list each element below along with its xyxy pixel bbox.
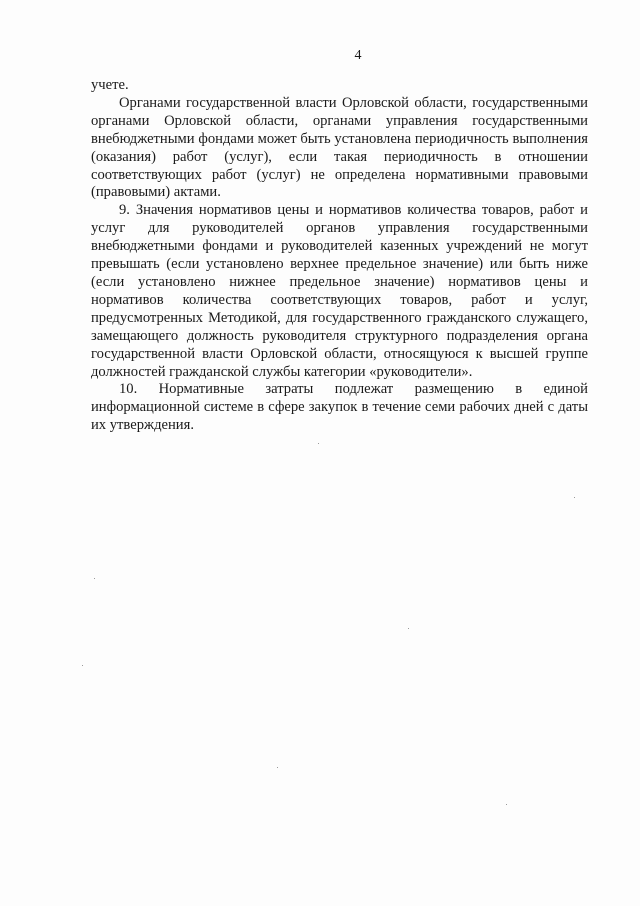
page-number: 4 (354, 48, 362, 63)
scan-speck (506, 804, 507, 805)
paragraph-item-9: 9. Значения нормативов цены и нормативов количества товаров, работ и услуг для руководителей органов управления государственными внебюджетными фондами и руководителей казенных учреждений не могут превышать (если установлено верхнее предельное значение) или быть ниже (если установлено нижнее предельное значение) нормативов цены и нормативов количества соответствующих товаров, работ и услуг, предусмотренных Методикой, для государственного гражданского служащего, замещающего должность руководителя структурного подразделения органа государственной власти Орловской области, относящуюся к высшей группе должностей гражданской службы категории «руководители». (91, 202, 588, 380)
scan-speck (94, 578, 95, 579)
document-body (91, 77, 588, 435)
scan-speck (408, 628, 409, 629)
scan-speck (574, 497, 575, 498)
scan-speck (82, 665, 83, 666)
paragraph-item-10: 10. Нормативные затраты подлежат размещению в единой информационной системе в сфере закупок в течение семи рабочих дней с даты их утверждения. (91, 381, 588, 434)
paragraph-periodicity: Органами государственной власти Орловской области, государственными органами Орловской области, органами управления государственными внебюджетными фондами может быть установлена периодичность выполнения (оказания) работ (услуг), если такая периодичность в отношении соответствующих работ (услуг) не определена нормативными правовыми (правовыми) актами. (91, 94, 588, 201)
scan-speck (318, 443, 319, 444)
scan-speck (277, 767, 278, 768)
paragraph-continuation: учете. (91, 77, 129, 93)
